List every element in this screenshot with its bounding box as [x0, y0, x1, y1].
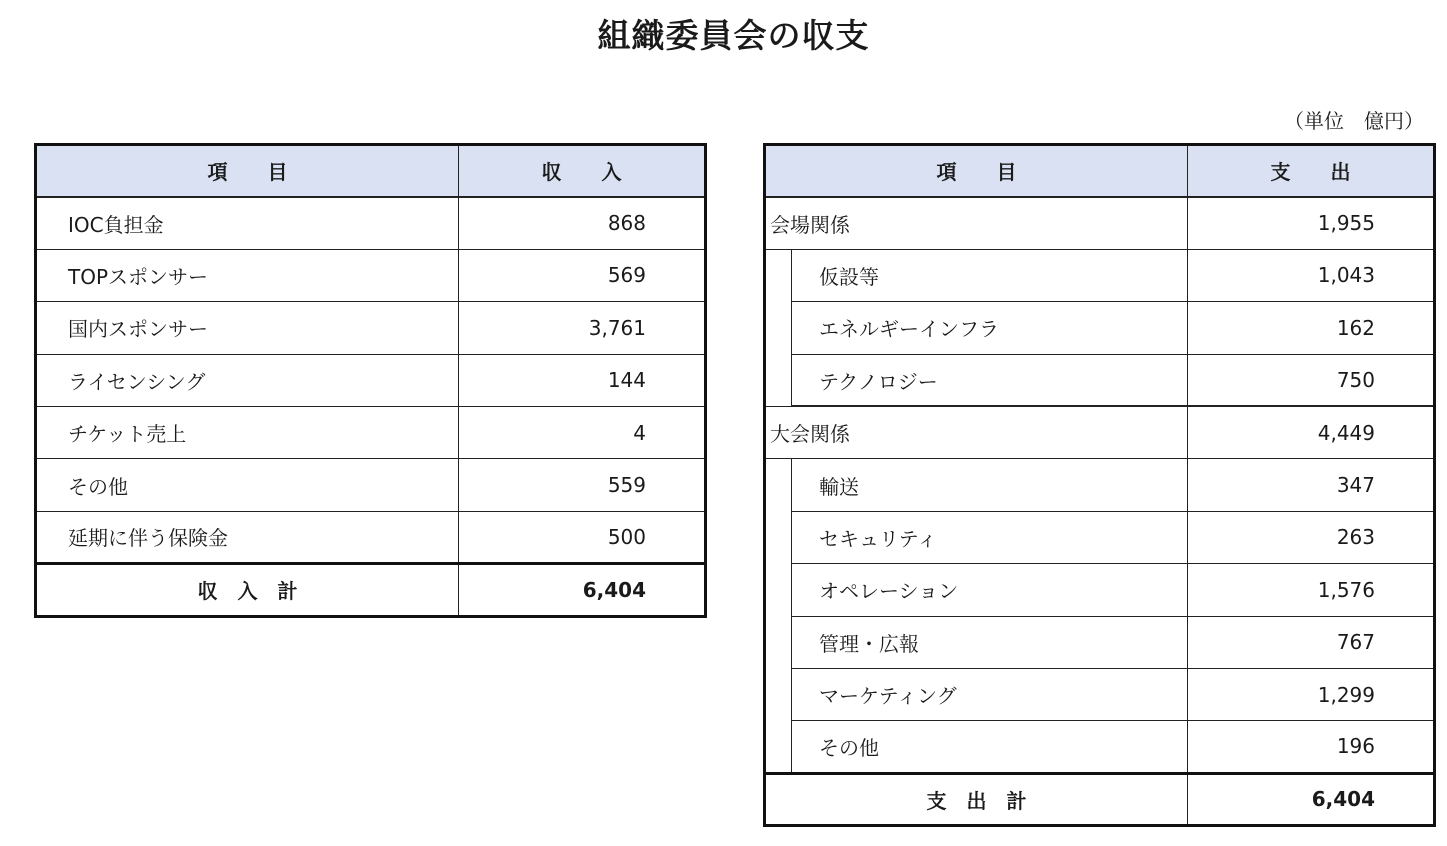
indent-spacer	[765, 668, 792, 720]
expense-item-label: 管理・広報	[792, 616, 1188, 668]
table-row	[36, 197, 706, 249]
income-row-value: 4	[459, 406, 706, 458]
income-row-value: 559	[459, 459, 706, 511]
expense-header-value: 支 出	[1188, 145, 1435, 197]
expense-total-label: 支 出 計	[765, 773, 1188, 825]
expense-item-value: 263	[1188, 511, 1435, 563]
indent-spacer	[765, 616, 792, 668]
indent-spacer	[765, 354, 792, 406]
indent-spacer	[765, 511, 792, 563]
table-row	[36, 511, 706, 563]
expense-group-row	[765, 197, 1435, 249]
expense-item-value: 162	[1188, 302, 1435, 354]
income-row-label: IOC負担金	[36, 197, 459, 249]
income-row-label: ライセンシング	[36, 354, 459, 406]
expense-total-row	[765, 773, 1435, 825]
income-row-label: チケット売上	[36, 406, 459, 458]
income-row-value: 569	[459, 249, 706, 301]
table-row	[765, 668, 1435, 720]
income-header-item: 項 目	[36, 145, 459, 197]
expense-item-label: テクノロジー	[792, 354, 1188, 406]
expense-group-value: 1,955	[1188, 197, 1435, 249]
expense-item-value: 347	[1188, 459, 1435, 511]
expense-item-value: 1,299	[1188, 668, 1435, 720]
expense-table	[763, 143, 1436, 827]
income-header-value: 収 入	[459, 145, 706, 197]
income-table	[34, 143, 707, 618]
income-row-value: 144	[459, 354, 706, 406]
table-row	[36, 249, 706, 301]
income-row-label: TOPスポンサー	[36, 249, 459, 301]
indent-spacer	[765, 564, 792, 616]
expense-item-label: その他	[792, 721, 1188, 773]
expense-item-label: オペレーション	[792, 564, 1188, 616]
expense-item-value: 1,043	[1188, 249, 1435, 301]
expense-item-label: セキュリティ	[792, 511, 1188, 563]
expense-header-row	[765, 145, 1435, 197]
expense-item-value: 767	[1188, 616, 1435, 668]
table-row	[765, 459, 1435, 511]
expense-item-value: 1,576	[1188, 564, 1435, 616]
expense-group-row	[765, 406, 1435, 458]
income-row-label: その他	[36, 459, 459, 511]
expense-item-value: 196	[1188, 721, 1435, 773]
expense-item-label: マーケティング	[792, 668, 1188, 720]
expense-total-value: 6,404	[1188, 773, 1435, 825]
indent-spacer	[765, 721, 792, 773]
table-row	[765, 564, 1435, 616]
table-row	[765, 616, 1435, 668]
income-total-value: 6,404	[459, 564, 706, 616]
table-row	[765, 302, 1435, 354]
table-row	[765, 354, 1435, 406]
table-row	[765, 721, 1435, 773]
income-row-value: 3,761	[459, 302, 706, 354]
income-total-row	[36, 564, 706, 616]
income-total-label: 収 入 計	[36, 564, 459, 616]
expense-group-value: 4,449	[1188, 406, 1435, 458]
table-row	[36, 302, 706, 354]
expense-item-label: エネルギーインフラ	[792, 302, 1188, 354]
expense-item-value: 750	[1188, 354, 1435, 406]
expense-item-label: 輸送	[792, 459, 1188, 511]
table-row	[765, 249, 1435, 301]
expense-group-label: 大会関係	[765, 406, 1188, 458]
expense-item-label: 仮設等	[792, 249, 1188, 301]
income-row-value: 868	[459, 197, 706, 249]
income-row-label: 国内スポンサー	[36, 302, 459, 354]
expense-header-item: 項 目	[765, 145, 1188, 197]
income-header-row	[36, 145, 706, 197]
indent-spacer	[765, 249, 792, 301]
page-title: 組織委員会の収支	[597, 16, 870, 55]
income-row-label: 延期に伴う保険金	[36, 511, 459, 563]
table-row	[765, 511, 1435, 563]
table-row	[36, 459, 706, 511]
indent-spacer	[765, 459, 792, 511]
expense-group-label: 会場関係	[765, 197, 1188, 249]
table-row	[36, 354, 706, 406]
table-row	[36, 406, 706, 458]
indent-spacer	[765, 302, 792, 354]
income-row-value: 500	[459, 511, 706, 563]
unit-note: （単位 億円）	[1284, 109, 1424, 133]
